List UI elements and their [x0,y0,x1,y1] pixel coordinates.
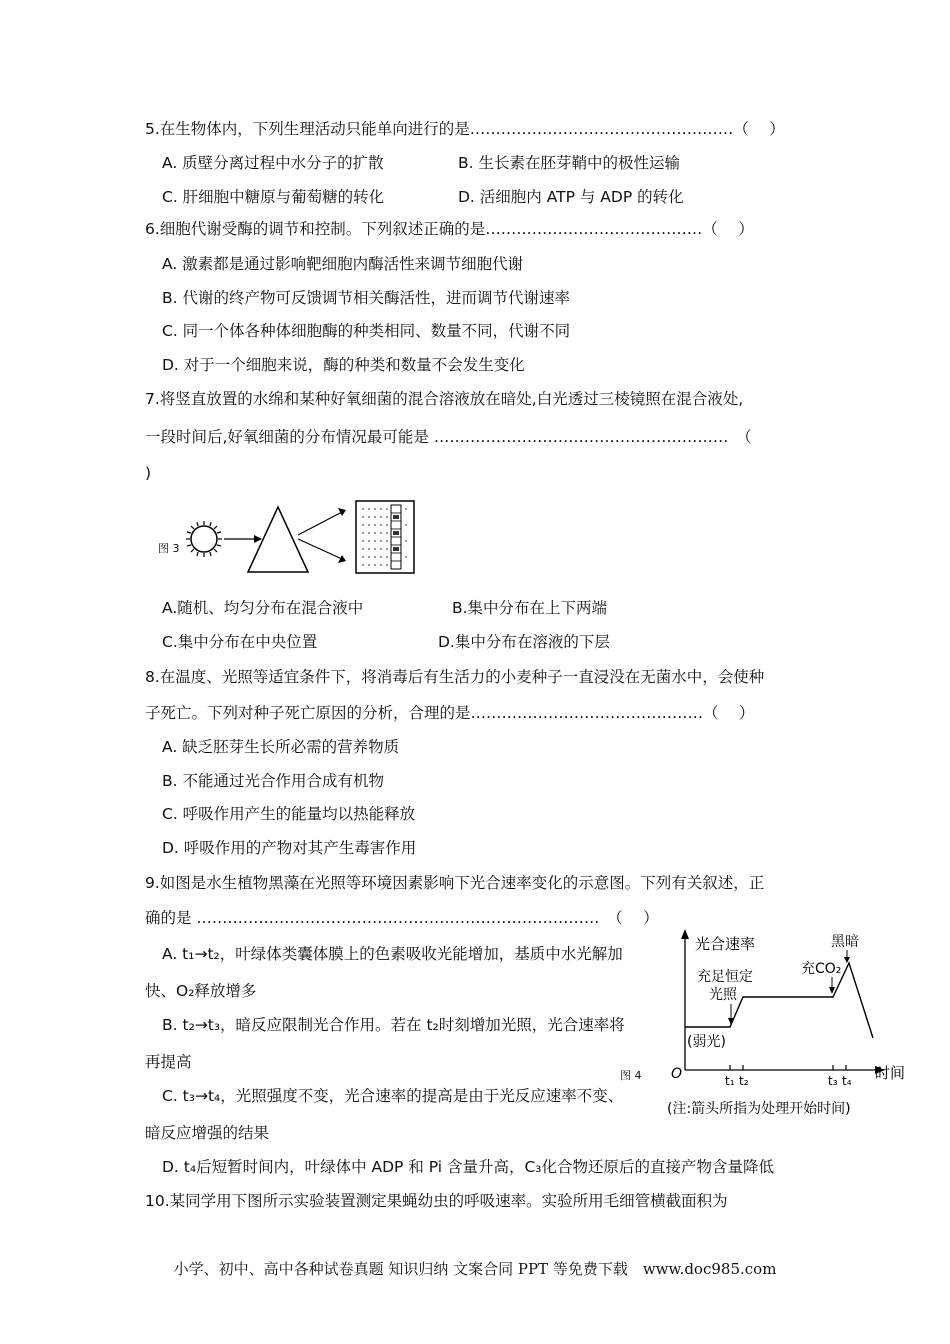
q9-stem-line2: 确的是 …………………………………………………………………… （ ） [145,909,659,927]
q9-option-d: D. t₄后短暂时间内，叶绿体中 ADP 和 Pi 含量升高，C₃化合物还原后的直接产物含量降低 [162,1158,775,1176]
q6-option-c: C. 同一个体各种体细胞酶的种类相同、数量不同，代谢不同 [162,322,571,340]
label-light-line1: 充足恒定 [697,969,753,985]
q6-option-a: A. 激素都是通过影响靶细胞内酶活性来调节细胞代谢 [162,255,524,273]
q5-option-a: A. 质壁分离过程中水分子的扩散 [162,154,384,172]
q9-option-c-line2: 暗反应增强的结果 [145,1124,270,1142]
q9-option-a-line1: A. t₁→t₂，叶绿体类囊体膜上的色素吸收光能增加，基质中水光解加 [162,945,623,963]
figure-3-label: 图 3 [158,542,180,555]
q8-option-b: B. 不能通过光合作用合成有机物 [162,772,384,790]
figure-3-prism-diagram [180,495,420,580]
q5-stem: 5.在生物体内，下列生理活动只能单向进行的是……………………………………………（ ） [145,120,785,138]
figure-4-label: 图 4 [620,1069,642,1082]
q8-option-c: C. 呼吸作用产生的能量均以热能释放 [162,805,416,823]
tick-t4: t₄ [842,1074,852,1088]
q9-option-a-line2: 快、O₂释放增多 [145,982,257,1000]
label-dark: 黑暗 [831,934,859,950]
origin-label: O [671,1066,683,1082]
q7-option-d: D.集中分布在溶液的下层 [438,633,610,651]
q7-stem-line1: 7.将竖直放置的水绵和某种好氧细菌的混合溶液放在暗处,白光透过三棱镜照在混合液处, [145,390,744,408]
q9-option-b-line2: 再提高 [145,1053,192,1071]
q7-option-c: C.集中分布在中央位置 [162,633,318,651]
x-axis-label: 时间 [875,1064,906,1082]
solution-container [356,501,414,573]
tick-t3: t₃ [828,1074,838,1088]
q7-option-b: B.集中分布在上下两端 [452,599,608,617]
q7-option-a: A.随机、均匀分布在混合液中 [162,599,364,617]
q6-option-d: D. 对于一个细胞来说，酶的种类和数量不会发生变化 [162,356,525,374]
figure-4-photosynthesis-graph [665,925,915,1120]
q9-option-c-line1: C. t₃→t₄，光照强度不变，光合速率的提高是由于光反应速率不变、 [162,1087,624,1105]
label-light-line2: 光照 [709,987,737,1003]
q8-stem-line2: 子死亡。下列对种子死亡原因的分析，合理的是………………………………………（ ） [145,704,755,722]
q9-option-b-line1: B. t₂→t₃，暗反应限制光合作用。若在 t₂时刻增加光照，光合速率将 [162,1016,625,1034]
q6-option-b: B. 代谢的终产物可反馈调节相关酶活性，进而调节代谢速率 [162,289,570,307]
label-weak-light: (弱光) [687,1034,726,1050]
q7-stem-line3: ) [145,464,152,482]
q6-stem: 6.细胞代谢受酶的调节和控制。下列叙述正确的是……………………………………（ ） [145,220,754,238]
q10-stem-line1: 10.某同学用下图所示实验装置测定果蝇幼虫的呼吸速率。实验所用毛细管横截面积为 [145,1192,728,1210]
y-axis-label: 光合速率 [695,935,756,953]
q8-option-d: D. 呼吸作用的产物对其产生毒害作用 [162,839,417,857]
q9-stem-line1: 9.如图是水生植物黑藻在光照等环境因素影响下光合速率变化的示意图。下列有关叙述，正 [145,874,765,892]
q8-stem-line1: 8.在温度、光照等适宜条件下，将消毒后有生活力的小麦种子一直浸没在无菌水中，会使种 [145,668,765,686]
label-co2: 充CO₂ [801,961,842,977]
q5-option-d: D. 活细胞内 ATP 与 ADP 的转化 [458,188,684,206]
q8-option-a: A. 缺乏胚芽生长所必需的营养物质 [162,738,400,756]
page-footer: 小学、初中、高中各种试卷真题 知识归纳 文案合同 PPT 等免费下载 www.doc985.com [173,1260,777,1278]
q7-stem-line2: 一段时间后,好氧细菌的分布情况最可能是 ………………………………………………… （ [145,428,752,446]
tick-t1: t₁ [725,1074,735,1088]
sun-icon [186,521,222,557]
tick-t2: t₂ [739,1074,749,1088]
q5-option-c: C. 肝细胞中糖原与葡萄糖的转化 [162,188,385,206]
figure-note: (注:箭头所指为处理开始时间) [667,1101,851,1117]
q5-option-b: B. 生长素在胚芽鞘中的极性运输 [458,154,680,172]
